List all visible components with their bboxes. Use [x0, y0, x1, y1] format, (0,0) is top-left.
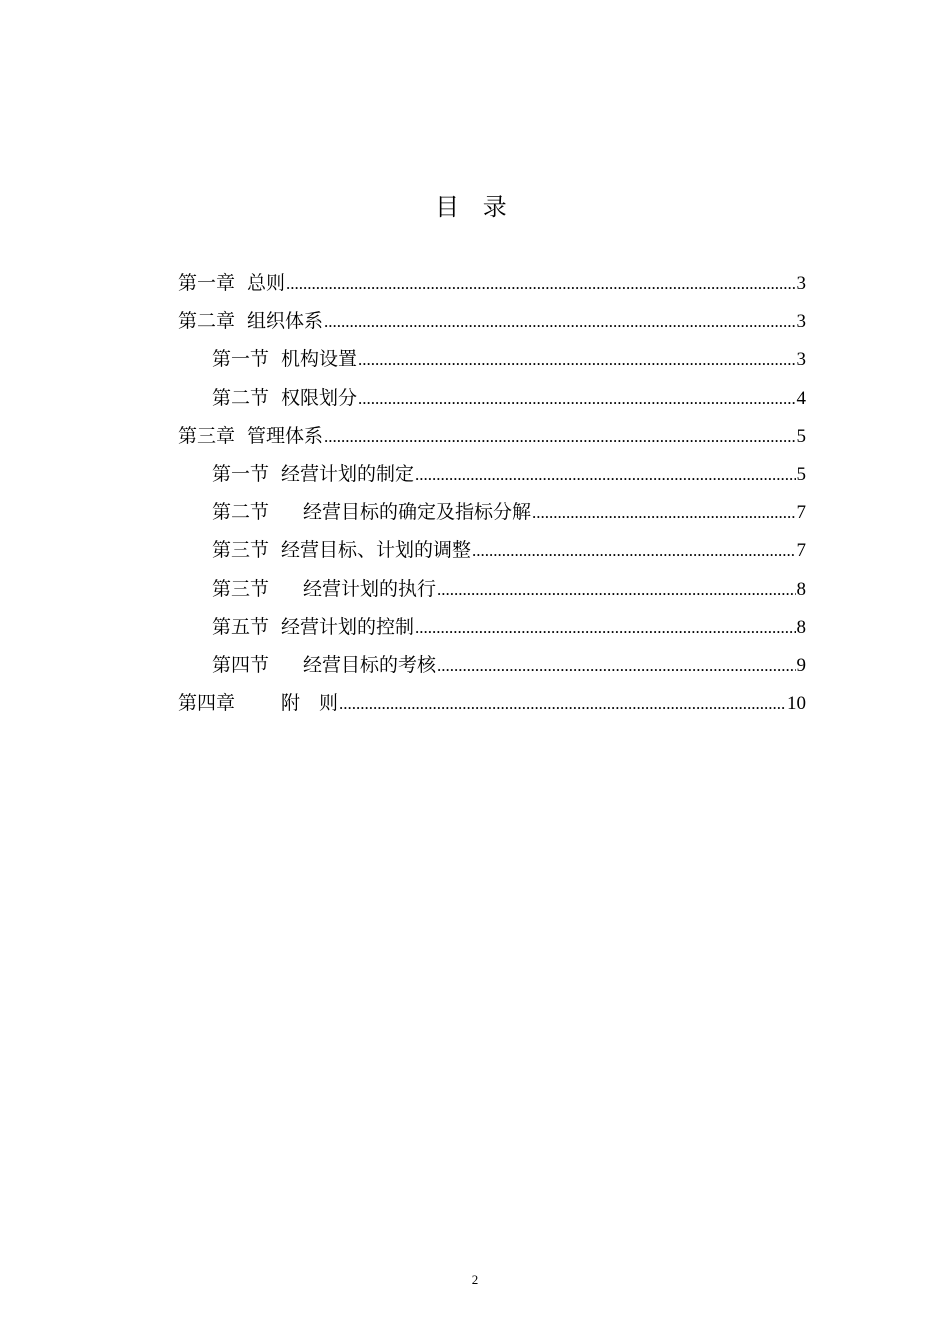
toc-entry-text: 机构设置: [281, 348, 358, 371]
toc-entry-number: 第二节: [212, 501, 270, 524]
table-of-contents: [178, 264, 806, 722]
toc-entry-page: 8: [796, 616, 806, 638]
toc-entry-page: 5: [796, 463, 806, 485]
toc-entry[interactable]: [178, 340, 806, 378]
toc-leader-dots: [472, 532, 795, 570]
toc-entry-page: 7: [796, 540, 806, 562]
toc-entry-page: 3: [796, 349, 806, 371]
toc-entry-number: 第二节: [212, 386, 270, 409]
toc-entry-text: 经营计划的控制: [281, 615, 415, 638]
toc-entry-text: 经营计划的制定: [281, 462, 415, 485]
toc-leader-dots: [324, 418, 795, 456]
toc-leader-dots: [339, 685, 786, 723]
toc-entry-text: 经营目标的确定及指标分解: [303, 501, 532, 524]
toc-entry-text: 组织体系: [247, 310, 324, 333]
page-number: 2: [471, 1272, 479, 1287]
toc-entry-text: 经营目标的考核: [303, 653, 437, 676]
toc-entry[interactable]: [178, 531, 806, 569]
toc-entry-number: 第一节: [212, 348, 270, 371]
toc-entry[interactable]: [178, 264, 806, 302]
toc-title: 目 录: [435, 193, 515, 221]
toc-leader-dots: [415, 609, 795, 647]
toc-entry-number: 第二章: [178, 310, 236, 333]
toc-entry-number: 第三章: [178, 424, 236, 447]
toc-entry[interactable]: [178, 417, 806, 455]
toc-entry-text: 权限划分: [281, 386, 358, 409]
toc-leader-dots: [532, 494, 795, 532]
toc-leader-dots: [415, 456, 795, 494]
toc-entry-number: 第一节: [212, 462, 270, 485]
toc-entry-number: 第三节: [212, 539, 270, 562]
toc-leader-dots: [437, 647, 795, 685]
toc-entry[interactable]: [178, 646, 806, 684]
toc-entry[interactable]: [178, 455, 806, 493]
toc-entry-page: 8: [796, 578, 806, 600]
toc-leader-dots: [358, 341, 795, 379]
toc-entry[interactable]: [178, 379, 806, 417]
toc-entry-page: 5: [796, 425, 806, 447]
toc-entry-page: 4: [796, 387, 806, 409]
toc-leader-dots: [358, 380, 795, 418]
toc-entry-page: 3: [796, 273, 806, 294]
toc-entry-number: 第五节: [212, 615, 270, 638]
toc-entry-text: 附 则: [281, 692, 339, 715]
toc-entry-page: 9: [796, 654, 806, 676]
toc-entry-number: 第四章: [178, 692, 236, 715]
toc-entry[interactable]: [178, 684, 806, 722]
toc-entry-text: 总则: [247, 272, 286, 294]
toc-entry-text: 管理体系: [247, 424, 324, 447]
toc-leader-dots: [286, 265, 795, 303]
toc-entry-page: 10: [787, 693, 806, 715]
toc-entry[interactable]: [178, 493, 806, 531]
toc-entry-number: 第一章: [178, 272, 236, 294]
toc-entry-number: 第四节: [212, 653, 270, 676]
toc-entry-page: 7: [796, 502, 806, 524]
toc-entry[interactable]: [178, 608, 806, 646]
toc-entry[interactable]: [178, 302, 806, 340]
toc-entry-page: 3: [796, 311, 806, 333]
toc-entry-number: 第三节: [212, 577, 270, 600]
toc-entry-text: 经营计划的执行: [303, 577, 437, 600]
toc-entry-text: 经营目标、计划的调整: [281, 539, 472, 562]
toc-entry[interactable]: [178, 570, 806, 608]
toc-leader-dots: [324, 303, 795, 341]
toc-leader-dots: [437, 571, 795, 609]
